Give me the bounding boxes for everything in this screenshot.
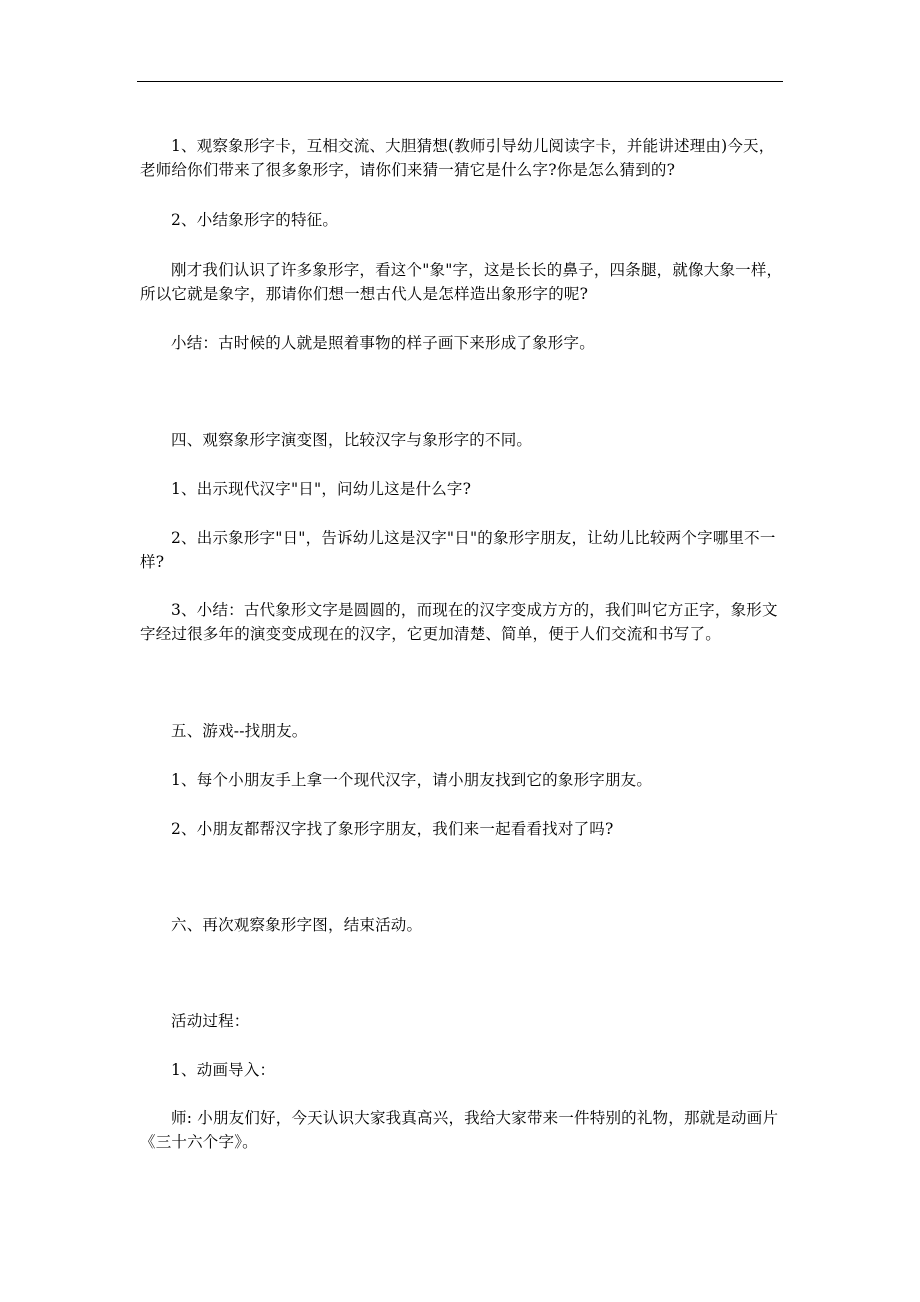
paragraph-game-step-two: 2、小朋友都帮汉字找了象形字朋友，我们来一起看看找对了吗? — [171, 820, 614, 838]
header-rule — [137, 81, 783, 82]
paragraph-elephant-example: 刚才我们认识了许多象形字，看这个"象"字，这是长长的鼻子，四条腿，就像大象一样，所以它就是象字，那请你们想一想古代人是怎样造出象形字的呢? — [140, 261, 783, 303]
paragraph-summary-features: 2、小结象形字的特征。 — [171, 211, 339, 229]
paragraph-activity-process: 活动过程： — [171, 1012, 250, 1030]
paragraph-game-step-one: 1、每个小朋友手上拿一个现代汉字，请小朋友找到它的象形字朋友。 — [171, 771, 653, 789]
section-heading-five: 五、游戏--找朋友。 — [171, 722, 308, 740]
paragraph-summary-evolution: 3、小结：古代象形文字是圆圆的，而现在的汉字变成方方的，我们叫它方正字，象形文字经过很多年的演变变成现在的汉字，它更加清楚、简单，便于人们交流和书写了。 — [140, 601, 778, 643]
paragraph-teacher-greeting: 师: 小朋友们好，今天认识大家我真高兴，我给大家带来一件特别的礼物，那就是动画片《三十六个字》。 — [140, 1109, 779, 1151]
section-heading-six: 六、再次观察象形字图，结束活动。 — [171, 916, 423, 934]
paragraph-animation-intro: 1、动画导入： — [171, 1061, 276, 1079]
paragraph-show-modern-ri: 1、出示现代汉字"日"，问幼儿这是什么字? — [171, 480, 472, 498]
paragraph-observe-cards: 1、观察象形字卡，互相交流、大胆猜想(教师引导幼儿阅读字卡，并能讲述理由)今天，老师给你们带来了很多象形字，请你们来猜一猜它是什么字?你是怎么猜到的? — [140, 137, 775, 179]
paragraph-show-pictograph-ri: 2、出示象形字"日"，告诉幼儿这是汉字"日"的象形字朋友，让幼儿比较两个字哪里不一样? — [140, 529, 776, 571]
paragraph-summary-ancient: 小结：古时候的人就是照着事物的样子画下来形成了象形字。 — [171, 334, 595, 352]
section-heading-four: 四、观察象形字演变图，比较汉字与象形字的不同。 — [171, 431, 533, 449]
